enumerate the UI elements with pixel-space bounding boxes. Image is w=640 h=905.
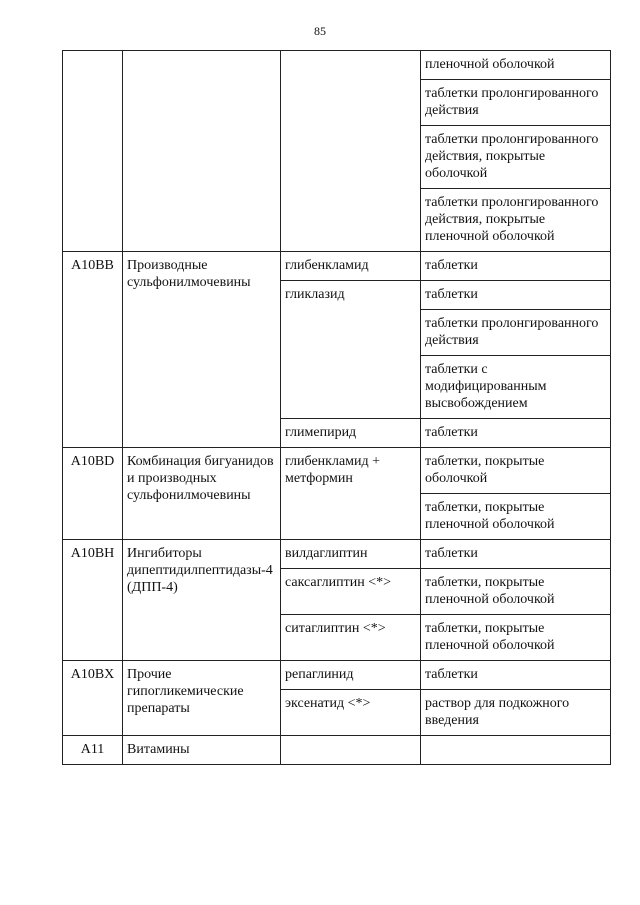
- page-number: 85: [314, 24, 326, 38]
- drug-name-cell: глимепирид: [281, 419, 421, 448]
- dosage-form-cell: [421, 736, 611, 765]
- drug-name-cell: глибенкламид + метформин: [281, 448, 421, 540]
- table-row: [63, 736, 611, 765]
- atc-code-cell: [63, 51, 123, 252]
- dosage-form-cell: таблетки: [421, 661, 611, 690]
- dosage-form-cell: пленочной оболочкой: [421, 51, 611, 80]
- dosage-form-cell: таблетки, покрытые пленочной оболочкой: [421, 615, 611, 661]
- group-name-cell: Производные сульфонилмочевины: [123, 252, 281, 448]
- drug-name-cell: ситаглиптин <*>: [281, 615, 421, 661]
- atc-code-cell: A10BD: [63, 448, 123, 540]
- drug-name-cell: глибенкламид: [281, 252, 421, 281]
- dosage-form-cell: таблетки, покрытые пленочной оболочкой: [421, 569, 611, 615]
- table-row: [63, 252, 611, 281]
- dosage-form-cell: таблетки: [421, 252, 611, 281]
- drug-table: [62, 50, 611, 765]
- table-row: [63, 540, 611, 569]
- dosage-form-cell: таблетки пролонгированного действия: [421, 80, 611, 126]
- drug-name-cell: саксаглиптин <*>: [281, 569, 421, 615]
- table-row: [63, 51, 611, 80]
- atc-code-cell: A10BH: [63, 540, 123, 661]
- group-name-cell: [123, 51, 281, 252]
- drug-name-cell: эксенатид <*>: [281, 690, 421, 736]
- dosage-form-cell: таблетки: [421, 281, 611, 310]
- table-row: [63, 661, 611, 690]
- dosage-form-cell: таблетки пролонгированного действия: [421, 310, 611, 356]
- dosage-form-cell: таблетки пролонгированного действия, покрытые пленочной оболочкой: [421, 189, 611, 252]
- atc-code-cell: A11: [63, 736, 123, 765]
- group-name-cell: Ингибиторы дипептидилпептидазы-4 (ДПП-4): [123, 540, 281, 661]
- group-name-cell: Комбинация бигуанидов и производных сульфонилмочевины: [123, 448, 281, 540]
- drug-name-cell: [281, 736, 421, 765]
- drug-name-cell: [281, 51, 421, 252]
- table-row: [63, 448, 611, 494]
- dosage-form-cell: таблетки с модифицированным высвобождением: [421, 356, 611, 419]
- dosage-form-cell: таблетки: [421, 419, 611, 448]
- drug-name-cell: гликлазид: [281, 281, 421, 419]
- dosage-form-cell: таблетки пролонгированного действия, покрытые оболочкой: [421, 126, 611, 189]
- drug-name-cell: вилдаглиптин: [281, 540, 421, 569]
- dosage-form-cell: раствор для подкожного введения: [421, 690, 611, 736]
- atc-code-cell: A10BB: [63, 252, 123, 448]
- group-name-cell: Прочие гипогликемические препараты: [123, 661, 281, 736]
- group-name-cell: Витамины: [123, 736, 281, 765]
- dosage-form-cell: таблетки: [421, 540, 611, 569]
- drug-name-cell: репаглинид: [281, 661, 421, 690]
- atc-code-cell: A10BX: [63, 661, 123, 736]
- dosage-form-cell: таблетки, покрытые оболочкой: [421, 448, 611, 494]
- dosage-form-cell: таблетки, покрытые пленочной оболочкой: [421, 494, 611, 540]
